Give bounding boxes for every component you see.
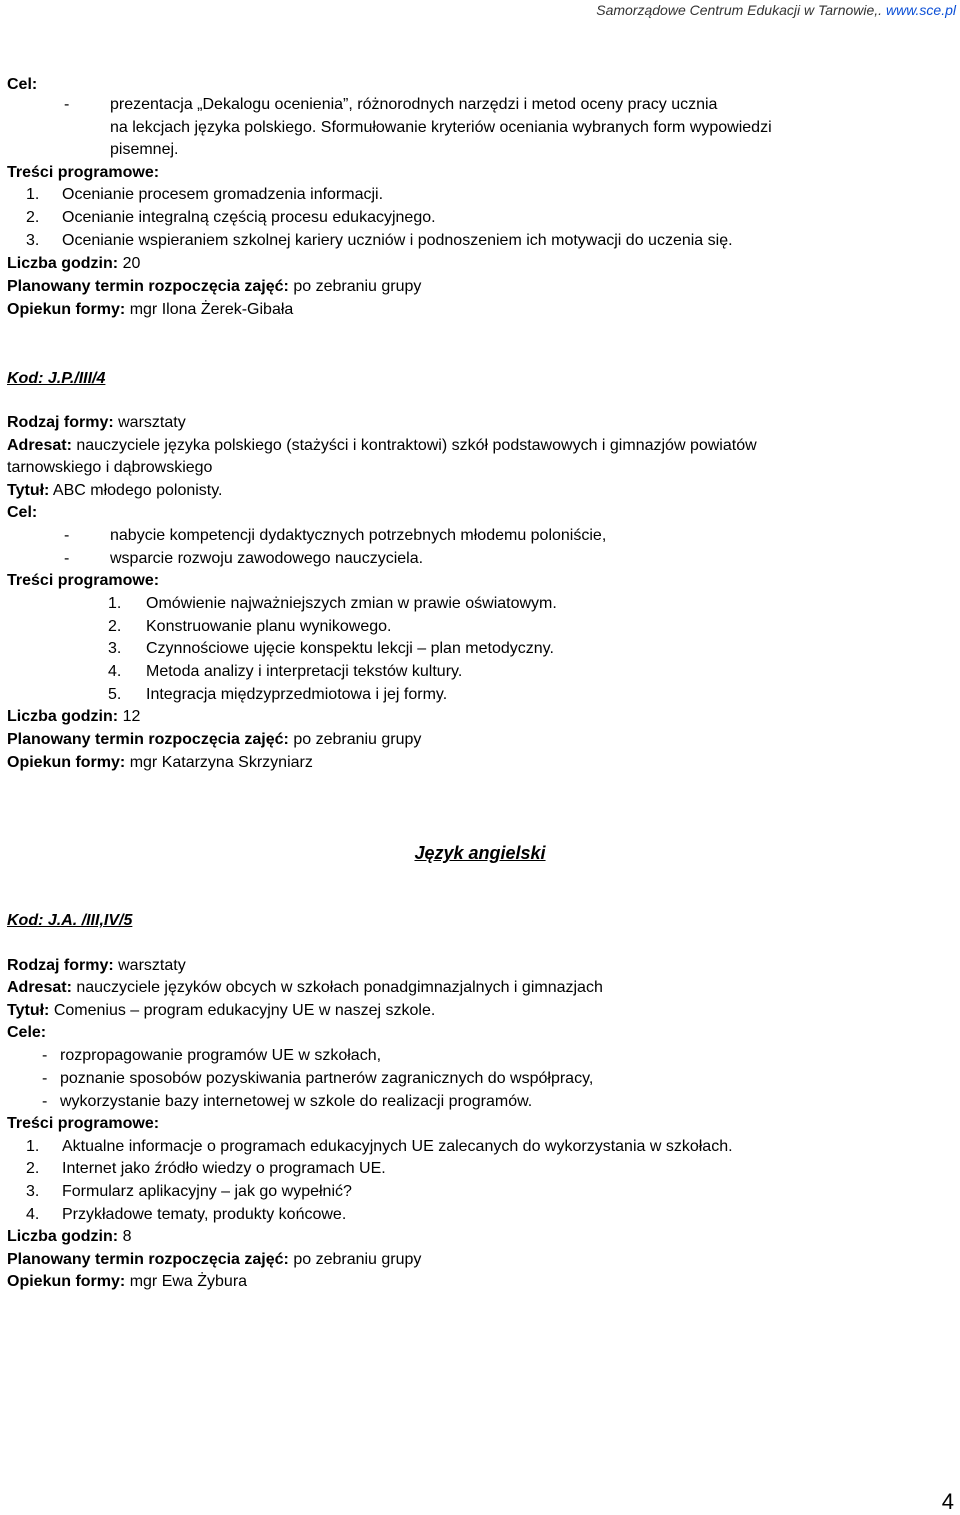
block1-termin-value: po zebraniu grupy: [293, 278, 422, 295]
block3-tresci-label: Treści programowe:: [7, 1115, 160, 1132]
block3-termin-label: Planowany termin rozpoczęcia zajęć:: [7, 1251, 289, 1268]
block3-godzin-value: 8: [122, 1228, 132, 1245]
block1-termin: [7, 276, 421, 298]
block3-cele-item-3: wykorzystanie bazy internetowej w szkole do realizacji programów.: [60, 1093, 533, 1110]
block2-opiekun-label: Opiekun formy:: [7, 754, 126, 771]
block1-tresci-item-2: Ocenianie integralną częścią procesu edukacyjnego.: [62, 209, 436, 226]
block2-adresat-line-1: nauczyciele języka polskiego (stażyści i kontraktowi) szkół podstawowych i gimnazjów powiatów: [76, 437, 757, 454]
header-org: Samorządowe Centrum Edukacji w Tarnowie,.: [596, 2, 883, 18]
block2-kod: Kod: J.P./III/4: [7, 370, 106, 387]
block1-termin-label: Planowany termin rozpoczęcia zajęć:: [7, 278, 289, 295]
block3-cele-dash-3: -: [42, 1093, 48, 1110]
block3-termin: [7, 1249, 421, 1271]
block1-godzin-value: 20: [122, 255, 141, 272]
block3-tresci-num-2: 2.: [26, 1160, 40, 1177]
block3-cele-item-1: rozpropagowanie programów UE w szkołach,: [60, 1047, 382, 1064]
block2-rodzaj-value: warsztaty: [118, 414, 186, 431]
block1-opiekun-value: mgr Ilona Żerek-Gibała: [129, 301, 294, 318]
block2-liczba-godzin: [7, 706, 140, 728]
block3-tresci-item-2: Internet jako źródło wiedzy o programach UE.: [62, 1160, 386, 1177]
block1-cel-line-2: na lekcjach języka polskiego. Sformułowanie kryteriów oceniania wybranych form wypowiedzi: [110, 119, 772, 136]
block3-adresat: [7, 977, 603, 999]
block1-tresci-num-3: 3.: [26, 232, 40, 249]
block3-tresci-item-1: Aktualne informacje o programach edukacyjnych UE zalecanych do wykorzystania w szkołach.: [62, 1138, 733, 1155]
block3-tresci-item-3: Formularz aplikacyjny – jak go wypełnić?: [62, 1183, 352, 1200]
block3-tytul-label: Tytuł:: [7, 1002, 50, 1019]
block2-cel-dash-2: -: [64, 550, 70, 567]
block2-opiekun: [7, 752, 313, 774]
block3-adresat-value: nauczyciele języków obcych w szkołach ponadgimnazjalnych i gimnazjach: [76, 979, 603, 996]
block2-tytul: [7, 480, 223, 502]
block1-tresci-num-2: 2.: [26, 209, 40, 226]
block2-cel-dash-1: -: [64, 527, 70, 544]
block3-termin-value: po zebraniu grupy: [293, 1251, 422, 1268]
block2-tresci-item-4: Metoda analizy i interpretacji tekstów kultury.: [146, 663, 463, 680]
block1-tresci-num-1: 1.: [26, 186, 40, 203]
block2-tresci-num-1: 1.: [108, 595, 122, 612]
block1-godzin-label: Liczba godzin:: [7, 255, 119, 272]
block3-tresci-item-4: Przykładowe tematy, produkty końcowe.: [62, 1206, 347, 1223]
block3-cele-dash-1: -: [42, 1047, 48, 1064]
block3-tytul: [7, 1000, 435, 1022]
block2-termin-value: po zebraniu grupy: [293, 731, 422, 748]
block2-tytul-label: Tytuł:: [7, 482, 50, 499]
block3-tytul-value: Comenius – program edukacyjny UE w naszej szkole.: [53, 1002, 436, 1019]
block3-rodzaj: [7, 955, 186, 977]
block3-rodzaj-value: warsztaty: [118, 957, 186, 974]
block2-tresci-num-5: 5.: [108, 686, 122, 703]
block1-tresci-label: Treści programowe:: [7, 164, 160, 181]
header-site-link[interactable]: www.sce.pl: [885, 2, 956, 18]
block3-opiekun-label: Opiekun formy:: [7, 1273, 126, 1290]
block2-tresci-item-3: Czynnościowe ujęcie konspektu lekcji – plan metodyczny.: [146, 640, 554, 657]
block2-termin: [7, 729, 421, 751]
block2-opiekun-value: mgr Katarzyna Skrzyniarz: [129, 754, 313, 771]
block1-cel-dash: -: [64, 96, 70, 113]
block2-rodzaj-label: Rodzaj formy:: [7, 414, 114, 431]
block2-tytul-value: ABC młodego polonisty.: [52, 482, 223, 499]
block2-tresci-label: Treści programowe:: [7, 572, 160, 589]
page-number: 4: [941, 1489, 954, 1514]
block3-liczba-godzin: [7, 1226, 131, 1248]
block3-tresci-num-1: 1.: [26, 1138, 40, 1155]
block2-cel-label: Cel:: [7, 504, 38, 521]
block2-tresci-item-1: Omówienie najważniejszych zmian w prawie oświatowym.: [146, 595, 557, 612]
block3-cele-dash-2: -: [42, 1070, 48, 1087]
block2-godzin-label: Liczba godzin:: [7, 708, 119, 725]
block1-tresci-item-1: Ocenianie procesem gromadzenia informacji.: [62, 186, 384, 203]
block2-tresci-num-4: 4.: [108, 663, 122, 680]
block3-adresat-label: Adresat:: [7, 979, 72, 996]
block2-tresci-num-3: 3.: [108, 640, 122, 657]
block3-opiekun-value: mgr Ewa Żybura: [129, 1273, 248, 1290]
block1-opiekun-label: Opiekun formy:: [7, 301, 126, 318]
block1-cel-label: Cel:: [7, 76, 38, 93]
block3-opiekun: [7, 1271, 247, 1293]
page-header: [596, 2, 956, 18]
block2-termin-label: Planowany termin rozpoczęcia zajęć:: [7, 731, 289, 748]
block3-kod: Kod: J.A. /III,IV/5: [7, 912, 133, 929]
block2-cel-item-2: wsparcie rozwoju zawodowego nauczyciela.: [110, 550, 424, 567]
block3-godzin-label: Liczba godzin:: [7, 1228, 119, 1245]
block1-cel-line-3: pisemnej.: [110, 141, 179, 158]
block3-tresci-num-3: 3.: [26, 1183, 40, 1200]
section-title: Język angielski: [414, 843, 546, 863]
block2-tresci-num-2: 2.: [108, 618, 122, 635]
block3-rodzaj-label: Rodzaj formy:: [7, 957, 114, 974]
block2-adresat: [7, 435, 757, 457]
block1-cel-line-1: prezentacja „Dekalogu ocenienia”, różnorodnych narzędzi i metod oceny pracy ucznia: [110, 96, 718, 113]
block3-tresci-num-4: 4.: [26, 1206, 40, 1223]
block3-cele-item-2: poznanie sposobów pozyskiwania partnerów zagranicznych do współpracy,: [60, 1070, 594, 1087]
block2-cel-item-1: nabycie kompetencji dydaktycznych potrzebnych młodemu poloniście,: [110, 527, 607, 544]
block2-rodzaj: [7, 412, 186, 434]
block1-liczba-godzin: [7, 253, 140, 275]
block2-tresci-item-5: Integracja międzyprzedmiotowa i jej formy.: [146, 686, 448, 703]
block2-tresci-item-2: Konstruowanie planu wynikowego.: [146, 618, 392, 635]
block2-adresat-line-2: tarnowskiego i dąbrowskiego: [7, 459, 213, 476]
block1-opiekun: [7, 299, 293, 321]
block2-godzin-value: 12: [122, 708, 141, 725]
block3-cele-label: Cele:: [7, 1024, 47, 1041]
block2-adresat-label: Adresat:: [7, 437, 72, 454]
block1-tresci-item-3: Ocenianie wspieraniem szkolnej kariery uczniów i podnoszeniem ich motywacji do uczenia się.: [62, 232, 733, 249]
